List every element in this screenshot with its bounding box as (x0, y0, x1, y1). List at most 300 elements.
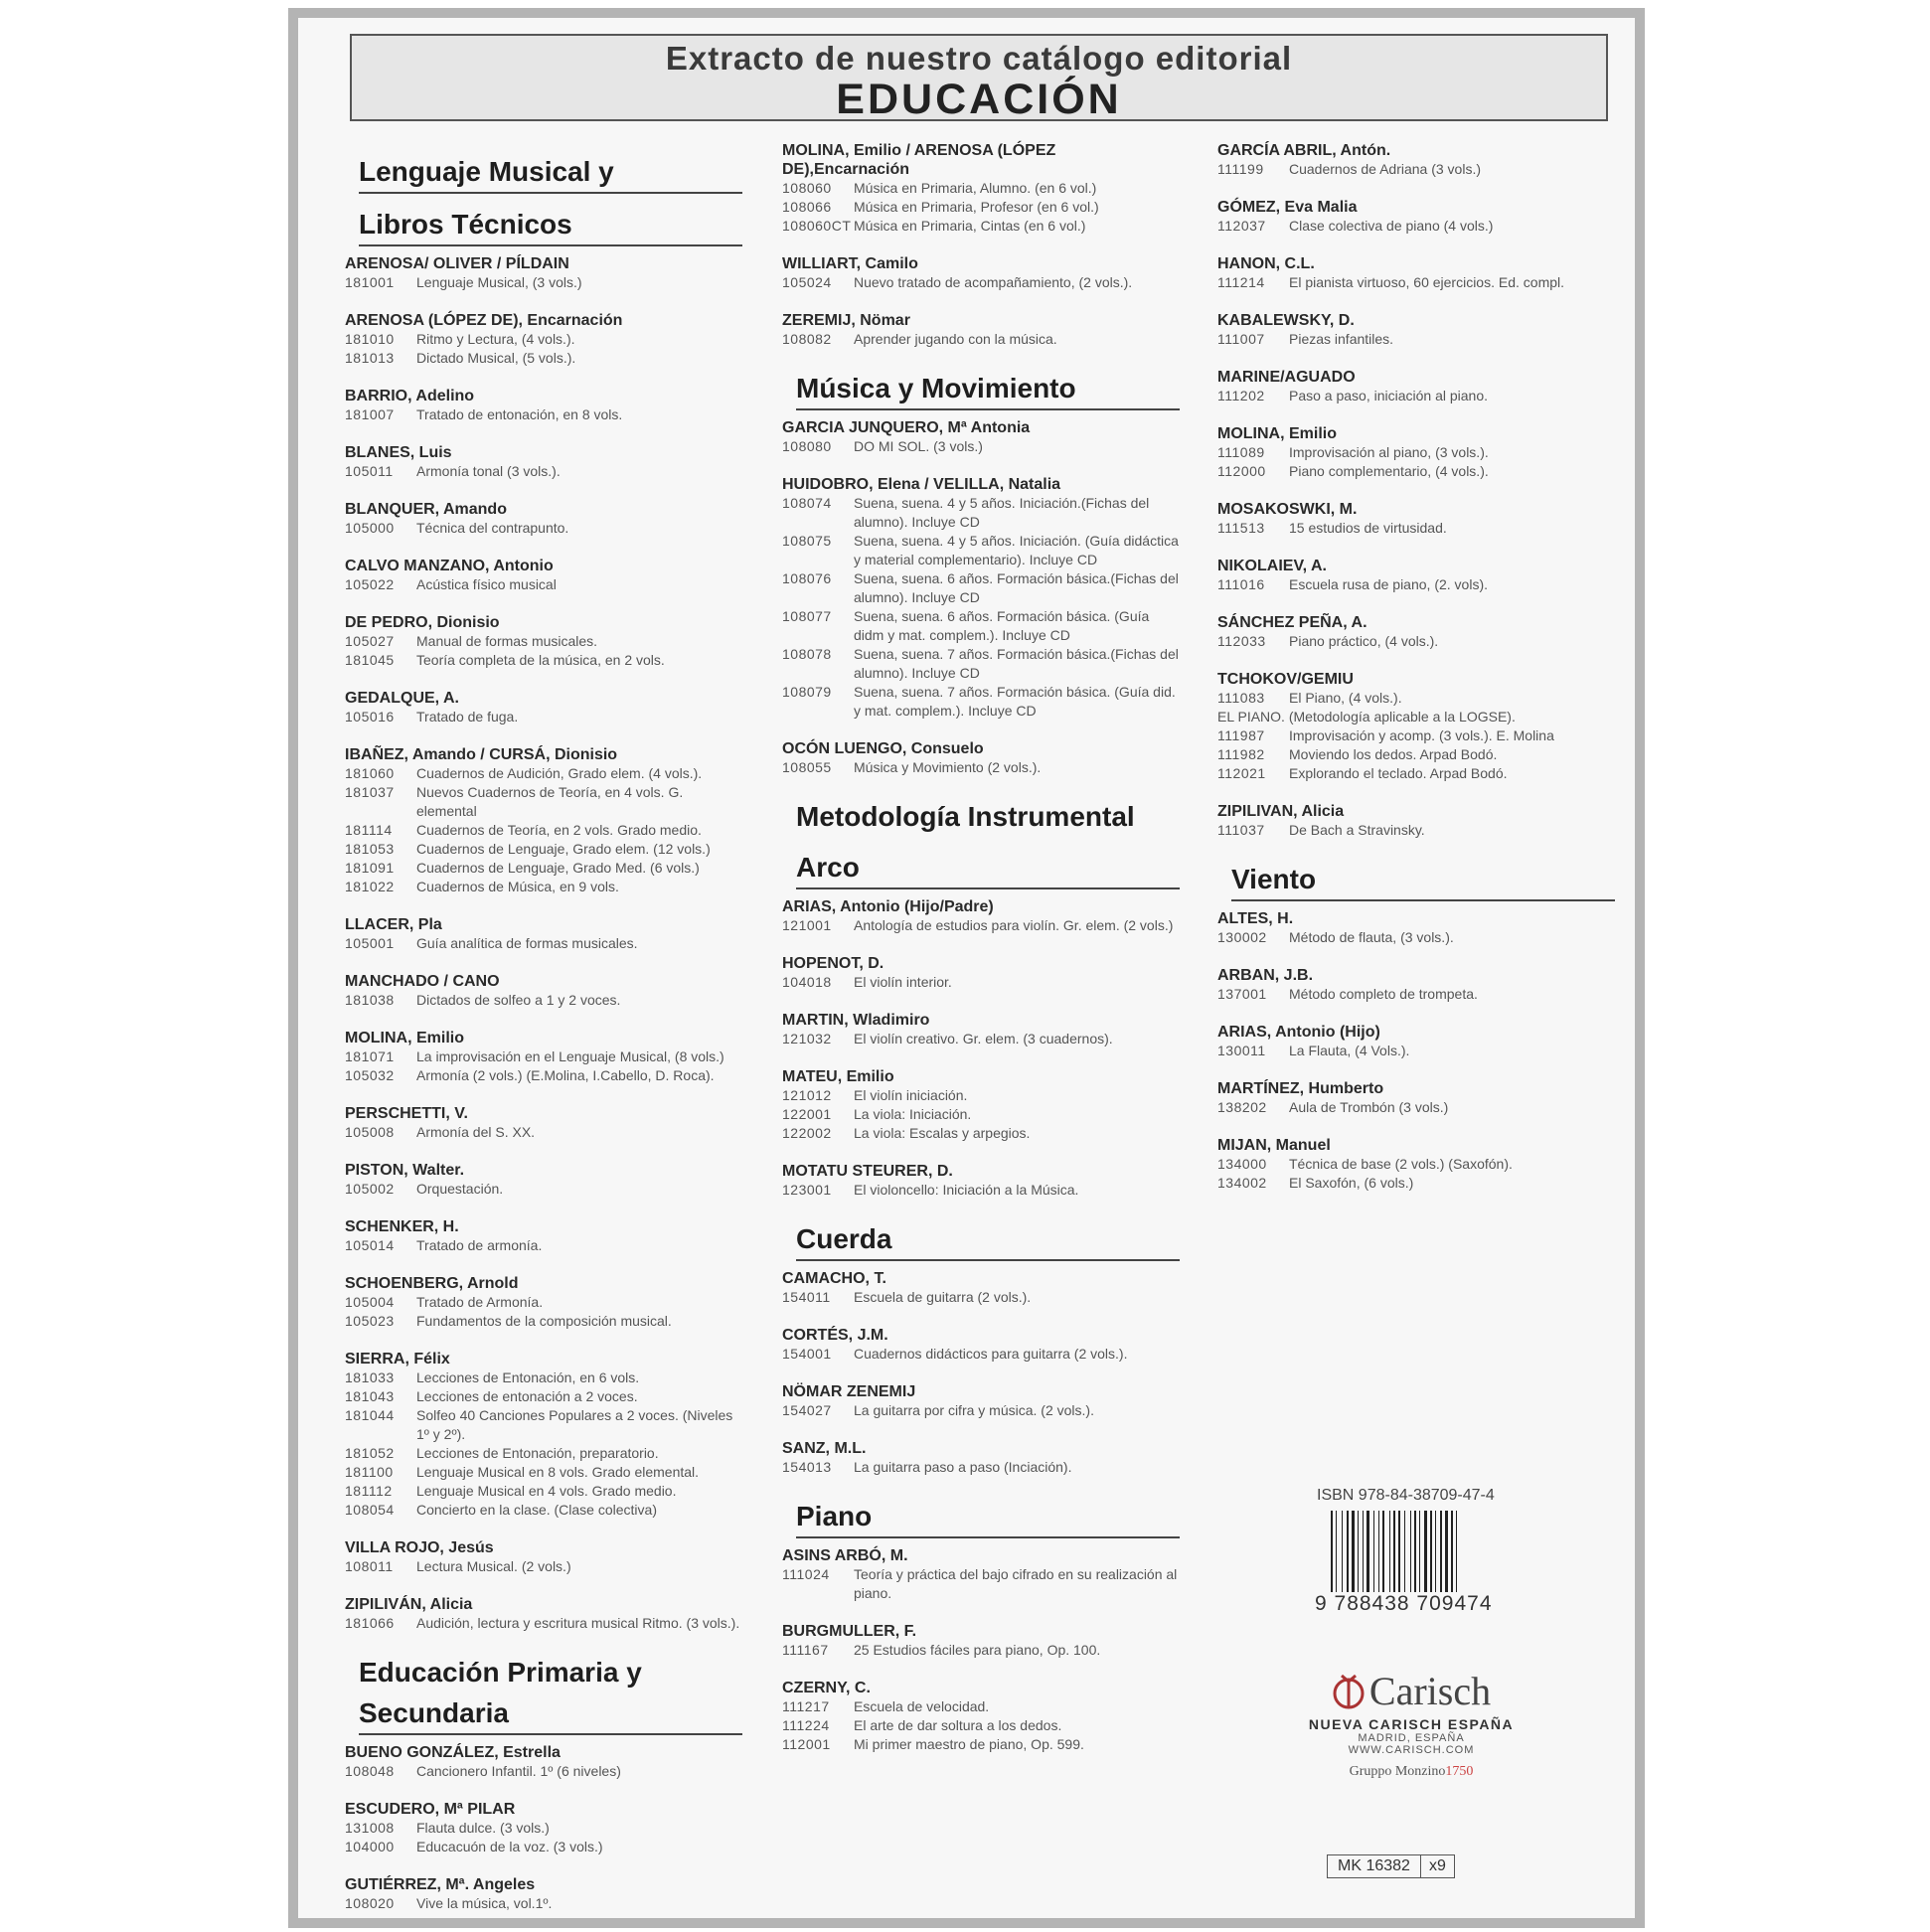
item-title: Suena, suena. 4 y 5 años. Iniciación. (Guía didáctica y material complementario). Incluye CD (854, 533, 1179, 567)
item-title: El arte de dar soltura a los dedos. (854, 1717, 1062, 1733)
catalog-entry (782, 1011, 1180, 1048)
section-heading (1217, 859, 1615, 901)
item-code: 108082 (782, 331, 832, 347)
entry-item (1217, 519, 1615, 538)
item-title: Lenguaje Musical, (3 vols.) (416, 274, 582, 290)
entry-author: MOTATU STEURER, D. (782, 1163, 953, 1180)
catalog-entry (1217, 424, 1615, 481)
entry-item (782, 569, 1180, 607)
item-code: 181001 (345, 274, 395, 290)
catalog-entry (345, 1538, 742, 1576)
entry-item (345, 1368, 742, 1387)
section-divider (359, 244, 742, 246)
catalog-entry (1217, 966, 1615, 1004)
entry-item (345, 783, 742, 821)
item-code: 181112 (345, 1483, 393, 1499)
catalog-entry (782, 1162, 1180, 1200)
item-code: 111513 (1217, 520, 1265, 536)
entry-author: SCHENKER, H. (345, 1218, 459, 1235)
entry-author: PERSCHETTI, V. (345, 1105, 468, 1122)
catalog-header (350, 34, 1608, 121)
catalog-entry (345, 1274, 742, 1331)
catalog-entry (782, 1439, 1180, 1477)
entry-item (345, 764, 742, 783)
publisher-line: NUEVA CARISCH ESPAÑA (1308, 1716, 1515, 1732)
entry-author: GUTIÉRREZ, Mª. Angeles (345, 1876, 536, 1893)
catalog-entry (345, 1350, 742, 1520)
entry-author: ARIAS, Antonio (Hijo/Padre) (782, 898, 994, 915)
item-code: 112021 (1217, 765, 1266, 781)
item-title: El violoncello: Iniciación a la Música. (854, 1182, 1079, 1198)
entry-item (782, 437, 1180, 456)
item-title: Cuadernos de Teoría, en 2 vols. Grado medio. (416, 822, 702, 838)
item-title: Cuadernos de Audición, Grado elem. (4 vols.). (416, 765, 703, 781)
catalog-entry (345, 1217, 742, 1255)
item-title: Cuadernos de Lenguaje, Grado elem. (12 vols.) (416, 841, 711, 857)
item-title: La Flauta, (4 Vols.). (1289, 1043, 1410, 1058)
section-title: Piano (796, 1501, 873, 1531)
entry-author: GÓMEZ, Eva Malia (1217, 199, 1358, 216)
section-heading (345, 1652, 742, 1735)
section-title: Libros Técnicos (359, 209, 572, 240)
item-code: 111224 (782, 1717, 830, 1733)
item-code: 105004 (345, 1294, 395, 1310)
item-code: 121012 (782, 1087, 832, 1103)
entry-author: ARENOSA/ OLIVER / PÍLDAIN (345, 255, 569, 272)
publisher-name: Carisch (1368, 1669, 1492, 1713)
entry-item (782, 1345, 1180, 1364)
catalog-entry (782, 1622, 1180, 1660)
entry-item (1217, 387, 1615, 405)
entry-item (782, 1401, 1180, 1420)
publisher-group-year: 1750 (1445, 1764, 1474, 1779)
item-title: Lecciones de Entonación, preparatorio. (416, 1445, 659, 1461)
entry-author: MIJAN, Manuel (1217, 1137, 1331, 1154)
catalog-entry (345, 1029, 742, 1085)
catalog-code-suffix: x9 (1428, 1857, 1446, 1874)
item-code: 111024 (782, 1566, 830, 1582)
entry-author: DE PEDRO, Dionisio (345, 614, 500, 631)
item-title: Método de flauta, (3 vols.). (1289, 929, 1454, 945)
entry-author: GEDALQUE, A. (345, 690, 459, 707)
item-title: Lecciones de Entonación, en 6 vols. (416, 1369, 640, 1385)
catalog-entry (1217, 1136, 1615, 1193)
entry-item (345, 1463, 742, 1482)
catalog-entry (782, 739, 1180, 777)
entry-item (782, 916, 1180, 935)
item-title: El violín iniciación. (854, 1087, 968, 1103)
item-code: 108066 (782, 199, 832, 215)
entry-author: CAMACHO, T. (782, 1270, 886, 1287)
catalog-column-1 (345, 141, 742, 1932)
item-title: Antología de estudios para violín. Gr. elem. (2 vols.) (854, 917, 1174, 933)
entry-author: SIERRA, Félix (345, 1351, 450, 1368)
item-title: Manual de formas musicales. (416, 633, 598, 649)
item-code: 108060CT (782, 218, 852, 234)
catalog-entry (345, 443, 742, 481)
entry-author: LLACER, Pla (345, 916, 442, 933)
entry-item (345, 1387, 742, 1406)
isbn-label: ISBN 978-84-38709-47-4 (1317, 1487, 1495, 1504)
entry-author: BUENO GONZÁLEZ, Estrella (345, 1744, 561, 1761)
item-code: 111037 (1217, 822, 1265, 838)
item-code: 108075 (782, 533, 832, 549)
entry-author: ARIAS, Antonio (Hijo) (1217, 1024, 1380, 1041)
item-code: 181038 (345, 992, 395, 1008)
item-code: 108020 (345, 1895, 395, 1911)
entry-item (345, 1236, 742, 1255)
entry-author: HOPENOT, D. (782, 955, 885, 972)
item-code: 111199 (1217, 161, 1264, 177)
item-code: 105011 (345, 463, 394, 479)
entry-author: SANZ, M.L. (782, 1440, 867, 1457)
item-code: 130011 (1217, 1043, 1266, 1058)
item-title: Suena, suena. 6 años. Formación básica.(Fichas del alumno). Incluye CD (854, 570, 1179, 605)
entry-author: MARINE/AGUADO (1217, 369, 1356, 386)
item-title: Improvisación al piano, (3 vols.). (1289, 444, 1489, 460)
item-title: Flauta dulce. (3 vols.) (416, 1820, 550, 1836)
entry-item (782, 198, 1180, 217)
item-title: Tratado de entonación, en 8 vols. (416, 406, 623, 422)
item-title: Dictado Musical, (5 vols.). (416, 350, 576, 366)
item-code: 181052 (345, 1445, 395, 1461)
entry-author: TCHOKOV/GEMIU (1217, 671, 1354, 688)
item-title: Dictados de solfeo a 1 y 2 voces. (416, 992, 621, 1008)
catalog-entry (345, 1743, 742, 1781)
item-title: Cuadernos de Adriana (3 vols.) (1289, 161, 1481, 177)
entry-item (782, 217, 1180, 236)
catalog-entry (345, 915, 742, 953)
entry-author: HUIDOBRO, Elena / VELILLA, Natalia (782, 476, 1061, 493)
entry-item (1217, 985, 1615, 1004)
entry-item (1217, 821, 1615, 840)
entry-item (345, 1894, 742, 1913)
catalog-entry (1217, 1079, 1615, 1117)
section-title: Cuerda (796, 1223, 892, 1254)
item-code: 105000 (345, 520, 395, 536)
item-title: Cuadernos de Lenguaje, Grado Med. (6 vols.) (416, 860, 700, 876)
item-code: 111217 (782, 1698, 830, 1714)
entry-author: ZEREMIJ, Nömar (782, 312, 910, 329)
entry-author: PISTON, Walter. (345, 1162, 465, 1179)
item-title: El violín creativo. Gr. elem. (3 cuadernos). (854, 1031, 1113, 1046)
entry-author: SÁNCHEZ PEÑA, A. (1217, 614, 1367, 631)
item-code: 105032 (345, 1067, 395, 1083)
section-divider (359, 192, 742, 194)
entry-author: GARCIA JUNQUERO, Mª Antonia (782, 419, 1031, 436)
entry-item (345, 1614, 742, 1633)
section-divider (1231, 899, 1615, 901)
section-heading (782, 1218, 1180, 1261)
entry-author: SCHOENBERG, Arnold (345, 1275, 519, 1292)
entry-item (345, 1557, 742, 1576)
item-title: Escuela de velocidad. (854, 1698, 990, 1714)
entry-author: MOLINA, Emilio (345, 1030, 464, 1046)
item-code: 181010 (345, 331, 395, 347)
entry-item (1217, 1042, 1615, 1060)
catalog-entry (782, 954, 1180, 992)
publisher-city: MADRID, ESPAÑA (1358, 1732, 1465, 1744)
barcode-icon (1329, 1511, 1488, 1592)
item-code: 111016 (1217, 576, 1265, 592)
entry-item (345, 330, 742, 349)
entry-item (782, 973, 1180, 992)
entry-item (1217, 217, 1615, 236)
item-title: Música en Primaria, Cintas (en 6 vol.) (854, 218, 1086, 234)
item-title: Lecciones de entonación a 2 voces. (416, 1388, 638, 1404)
item-code: 111982 (1217, 746, 1265, 762)
entry-author: VILLA ROJO, Jesús (345, 1539, 494, 1556)
entry-item (345, 1123, 742, 1142)
entry-author: MARTÍNEZ, Humberto (1217, 1080, 1384, 1097)
catalog-entry (345, 557, 742, 594)
catalog-entry (1217, 557, 1615, 594)
item-title: La viola: Iniciación. (854, 1106, 972, 1122)
entry-item (345, 1819, 742, 1838)
item-code: 154001 (782, 1346, 832, 1362)
item-code: 111214 (1217, 274, 1265, 290)
catalog-entry (345, 1800, 742, 1856)
entry-author: MOLINA, Emilio / ARENOSA (LÓPEZ DE),Encarnación (782, 142, 1056, 178)
item-title: Suena, suena. 6 años. Formación básica. (Guía didm y mat. complem.). Incluye CD (854, 608, 1150, 643)
entry-item (782, 330, 1180, 349)
catalog-entry (345, 1875, 742, 1913)
entry-item (782, 1086, 1180, 1105)
entry-item (345, 1838, 742, 1856)
catalog-entry (782, 141, 1180, 236)
entry-item (1217, 726, 1615, 745)
item-title: Suena, suena. 7 años. Formación básica.(Fichas del alumno). Incluye CD (854, 646, 1179, 681)
item-code: 130002 (1217, 929, 1267, 945)
catalog-entry (1217, 198, 1615, 236)
item-title: La guitarra paso a paso (Inciación). (854, 1459, 1072, 1475)
entry-author: NIKOLAIEV, A. (1217, 558, 1327, 574)
item-title: Piezas infantiles. (1289, 331, 1394, 347)
catalog-entry (1217, 254, 1615, 292)
entry-author: GARCÍA ABRIL, Antón. (1217, 142, 1391, 159)
item-code: 105002 (345, 1181, 395, 1197)
item-code: 181053 (345, 841, 395, 857)
item-code: 181033 (345, 1369, 395, 1385)
entry-item (345, 273, 742, 292)
catalog-entry (782, 254, 1180, 292)
catalog-entry (782, 311, 1180, 349)
item-title: Lenguaje Musical en 4 vols. Grado medio. (416, 1483, 677, 1499)
item-code: 181045 (345, 652, 395, 668)
entry-item (782, 1641, 1180, 1660)
entry-item (782, 1697, 1180, 1716)
catalog-entry (1217, 141, 1615, 179)
item-title: Mi primer maestro de piano, Op. 599. (854, 1736, 1084, 1752)
entry-author: CALVO MANZANO, Antonio (345, 558, 554, 574)
entry-item (1217, 443, 1615, 462)
entry-author: NÖMAR ZENEMIJ (782, 1383, 916, 1400)
catalog-entry (1217, 613, 1615, 651)
entry-item (345, 1180, 742, 1199)
entry-item (345, 632, 742, 651)
entry-author: BLANES, Luis (345, 444, 452, 461)
item-code: 181037 (345, 784, 395, 800)
entry-author: ARENOSA (LÓPEZ DE), Encarnación (345, 312, 623, 329)
section-title: Metodología Instrumental (796, 801, 1135, 832)
item-title: Armonía tonal (3 vols.). (416, 463, 561, 479)
item-code: 181114 (345, 822, 393, 838)
item-code: 108079 (782, 684, 832, 700)
entry-item (1217, 1098, 1615, 1117)
item-code: 108080 (782, 438, 832, 454)
item-code: 108074 (782, 495, 832, 511)
entry-item (345, 1312, 742, 1331)
item-code: 154013 (782, 1459, 832, 1475)
item-title: Improvisación y acomp. (3 vols.). E. Molina (1289, 727, 1554, 743)
entry-item (345, 934, 742, 953)
section-title: Arco (796, 852, 860, 883)
entry-item (1217, 689, 1615, 708)
entry-author: ESCUDERO, Mª PILAR (345, 1801, 516, 1818)
item-code: 105027 (345, 633, 395, 649)
section-title: Educación Primaria y Secundaria (359, 1657, 642, 1728)
item-title: Armonía del S. XX. (416, 1124, 536, 1140)
item-title: Nuevos Cuadernos de Teoría, en 4 vols. G. elemental (416, 784, 684, 819)
entry-item (1217, 330, 1615, 349)
item-title: 25 Estudios fáciles para piano, Op. 100. (854, 1642, 1101, 1658)
entry-item (345, 519, 742, 538)
section-divider (796, 887, 1180, 889)
item-code: 111007 (1217, 331, 1265, 347)
item-title: Teoría completa de la música, en 2 vols. (416, 652, 665, 668)
catalog-column-3 (1217, 141, 1615, 1211)
entry-item (345, 1406, 742, 1444)
section-heading (782, 1496, 1180, 1538)
item-title: Música y Movimiento (2 vols.). (854, 759, 1042, 775)
item-title: Nuevo tratado de acompañamiento, (2 vols.). (854, 274, 1133, 290)
entry-item (345, 1762, 742, 1781)
item-code: 181022 (345, 879, 395, 894)
item-title: DO MI SOL. (3 vols.) (854, 438, 983, 454)
item-title: Aprender jugando con la música. (854, 331, 1057, 347)
item-title: Piano complementario, (4 vols.). (1289, 463, 1489, 479)
catalog-entry (345, 254, 742, 292)
entry-author: BURGMULLER, F. (782, 1623, 917, 1640)
catalog-entry (345, 1595, 742, 1633)
entry-item (1217, 160, 1615, 179)
item-code: 105008 (345, 1124, 395, 1140)
entry-item (782, 179, 1180, 198)
item-code: 105014 (345, 1237, 395, 1253)
entry-author: BLANQUER, Amando (345, 501, 507, 518)
item-title: 15 estudios de virtusidad. (1289, 520, 1447, 536)
catalog-entry (345, 1104, 742, 1142)
entry-author: KABALEWSKY, D. (1217, 312, 1355, 329)
entry-author: MANCHADO / CANO (345, 973, 500, 990)
entry-author: CORTÉS, J.M. (782, 1327, 888, 1344)
section-heading (345, 151, 742, 194)
entry-item (782, 532, 1180, 569)
item-title: Educacuón de la voz. (3 vols.) (416, 1839, 603, 1854)
entry-author: MARTIN, Wladimiro (782, 1012, 930, 1029)
item-title: Concierto en la clase. (Clase colectiva) (416, 1502, 657, 1518)
publisher-group (1292, 1764, 1530, 1780)
catalog-entry (782, 418, 1180, 456)
publisher-group-name: Gruppo Monzino (1349, 1764, 1446, 1779)
item-code: 154027 (782, 1402, 832, 1418)
section-heading (782, 847, 1180, 889)
entry-author: OCÓN LUENGO, Consuelo (782, 740, 984, 757)
item-code: 112001 (782, 1736, 831, 1752)
entry-item (345, 462, 742, 481)
item-title: Suena, suena. 7 años. Formación básica. (Guía did. y mat. complem.). Incluye CD (854, 684, 1176, 719)
entry-author: ZIPILIVAN, Alicia (1217, 803, 1345, 820)
catalog-entry (345, 500, 742, 538)
entry-item (782, 1181, 1180, 1200)
item-code: 112037 (1217, 218, 1266, 234)
item-code: 181007 (345, 406, 395, 422)
item-title: Suena, suena. 4 y 5 años. Iniciación.(Fichas del alumno). Incluye CD (854, 495, 1150, 530)
catalog-entry (1217, 909, 1615, 947)
item-title: Fundamentos de la composición musical. (416, 1313, 672, 1329)
item-title: Cuadernos didácticos para guitarra (2 vols.). (854, 1346, 1128, 1362)
item-code: 111083 (1217, 690, 1265, 706)
section-title: Música y Movimiento (796, 373, 1076, 403)
item-code: 123001 (782, 1182, 832, 1198)
section-title: Viento (1231, 864, 1317, 894)
section-divider (796, 1536, 1180, 1538)
item-code: 108060 (782, 180, 832, 196)
entry-author: CZERNY, C. (782, 1680, 871, 1696)
item-code: 181060 (345, 765, 395, 781)
item-code: 122002 (782, 1125, 832, 1141)
item-code: 134002 (1217, 1175, 1267, 1191)
item-title: Escuela rusa de piano, (2. vols). (1289, 576, 1488, 592)
item-code: 108078 (782, 646, 832, 662)
catalog-entry (1217, 670, 1615, 783)
item-title: Cuadernos de Música, en 9 vols. (416, 879, 619, 894)
entry-author: ARBAN, J.B. (1217, 967, 1314, 984)
catalog-entry (1217, 1023, 1615, 1060)
entry-item (1217, 462, 1615, 481)
item-title: Tratado de Armonía. (416, 1294, 544, 1310)
entry-item (782, 1030, 1180, 1048)
item-code: 108048 (345, 1763, 395, 1779)
entry-item (1217, 575, 1615, 594)
item-title: Acústica físico musical (416, 576, 557, 592)
entry-author: MOSAKOSWKI, M. (1217, 501, 1358, 518)
item-code: 105023 (345, 1313, 395, 1329)
entry-item (345, 708, 742, 726)
catalog-entry (345, 311, 742, 368)
item-title: Guía analítica de formas musicales. (416, 935, 638, 951)
item-title: Solfeo 40 Canciones Populares a 2 voces. (Niveles 1º y 2º). (416, 1407, 733, 1442)
item-title: Moviendo los dedos. Arpad Bodó. (1289, 746, 1498, 762)
entry-item (345, 1293, 742, 1312)
item-code: 181043 (345, 1388, 395, 1404)
item-title: Música en Primaria, Alumno. (en 6 vol.) (854, 180, 1097, 196)
catalog-entry (345, 689, 742, 726)
item-title: De Bach a Stravinsky. (1289, 822, 1425, 838)
catalog-entry (1217, 311, 1615, 349)
item-code: 105022 (345, 576, 395, 592)
section-heading (345, 204, 742, 246)
item-code: 134000 (1217, 1156, 1267, 1172)
section-divider (796, 408, 1180, 410)
catalog-entry (782, 475, 1180, 721)
entry-item (345, 405, 742, 424)
item-title: El Piano, (4 vols.). (1289, 690, 1402, 706)
catalog-entry (782, 897, 1180, 935)
item-title: Vive la música, vol.1º. (416, 1895, 553, 1911)
item-title: El pianista virtuoso, 60 ejercicios. Ed. compl. (1289, 274, 1565, 290)
item-code: 181100 (345, 1464, 394, 1480)
